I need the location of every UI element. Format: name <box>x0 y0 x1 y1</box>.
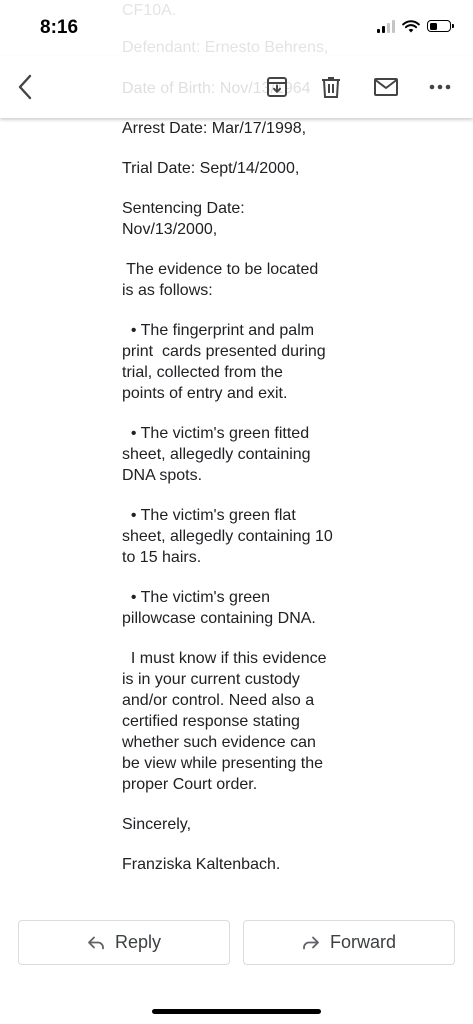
paragraph-gap <box>122 179 362 198</box>
paragraph-gap <box>122 629 362 648</box>
status-time: 8:16 <box>40 17 79 38</box>
archive-button[interactable] <box>263 73 291 101</box>
delete-button[interactable] <box>317 73 345 101</box>
forward-label: Forward <box>329 932 396 952</box>
email-line: • The victim's green fitted <box>122 425 310 442</box>
status-icons <box>377 19 451 33</box>
email-line: be view while presenting the <box>122 755 324 772</box>
email-line: pillowcase containing DNA. <box>122 610 316 627</box>
mark-unread-icon <box>373 76 399 98</box>
email-line: • The victim's green flat <box>122 507 296 524</box>
email-line: Sincerely, <box>122 816 192 833</box>
forward-arrow-icon <box>302 936 320 950</box>
email-line: whether such evidence can <box>122 734 316 751</box>
paragraph-gap <box>122 795 362 814</box>
back-button[interactable] <box>11 73 39 101</box>
email-line: Arrest Date: Mar/17/1998, <box>122 120 307 137</box>
email-line: • The victim's green <box>122 589 270 606</box>
email-line: • The fingerprint and palm <box>122 322 315 339</box>
paragraph-gap <box>122 301 362 320</box>
paragraph-gap <box>122 404 362 423</box>
email-line: DNA spots. <box>122 467 203 484</box>
battery-icon <box>427 20 451 32</box>
paragraph-gap <box>122 240 362 259</box>
scrolled-header-line: CF10A. <box>122 2 177 19</box>
email-line: sheet, allegedly containing 10 <box>122 528 333 545</box>
forward-button[interactable] <box>243 920 455 965</box>
email-line: Franziska Kaltenbach. <box>122 856 281 873</box>
more-options-button[interactable] <box>426 73 454 101</box>
wifi-icon <box>402 20 420 33</box>
back-arrow-icon <box>17 74 33 100</box>
email-body <box>122 118 362 875</box>
email-line: Sentencing Date: <box>122 200 245 217</box>
home-indicator <box>152 1009 321 1014</box>
mark-unread-button[interactable] <box>372 73 400 101</box>
archive-icon <box>265 75 289 99</box>
email-line: sheet, allegedly containing <box>122 446 311 463</box>
email-line: and/or control. Need also a <box>122 692 315 709</box>
email-line: trial, collected from the <box>122 364 283 381</box>
email-line: I must know if this evidence <box>122 650 327 667</box>
delete-icon <box>319 75 343 99</box>
email-line: Nov/13/2000, <box>122 221 218 238</box>
paragraph-gap <box>122 835 362 854</box>
email-line: is in your current custody <box>122 671 300 688</box>
paragraph-gap <box>122 486 362 505</box>
email-line: to 15 hairs. <box>122 549 202 566</box>
app-bar <box>0 56 473 118</box>
cellular-signal-icon <box>377 19 395 33</box>
status-bar <box>0 0 473 56</box>
reply-label: Reply <box>114 932 162 952</box>
email-line: The evidence to be located <box>122 261 319 278</box>
email-line: is as follows: <box>122 282 213 299</box>
paragraph-gap <box>122 139 362 158</box>
message-actions <box>18 920 455 967</box>
email-line: certified response stating <box>122 713 300 730</box>
reply-button[interactable] <box>18 920 230 965</box>
email-line: print cards presented during <box>122 343 326 360</box>
paragraph-gap <box>122 568 362 587</box>
email-line: Trial Date: Sept/14/2000, <box>122 160 300 177</box>
email-line: proper Court order. <box>122 776 258 793</box>
scrolled-header-line: Defendant: Ernesto Behrens, <box>122 39 329 56</box>
email-line: points of entry and exit. <box>122 385 288 402</box>
scrolled-header-line: Date of Birth: Nov/13/1964 <box>122 80 311 97</box>
more-options-icon <box>429 84 451 90</box>
reply-arrow-icon <box>87 936 105 950</box>
